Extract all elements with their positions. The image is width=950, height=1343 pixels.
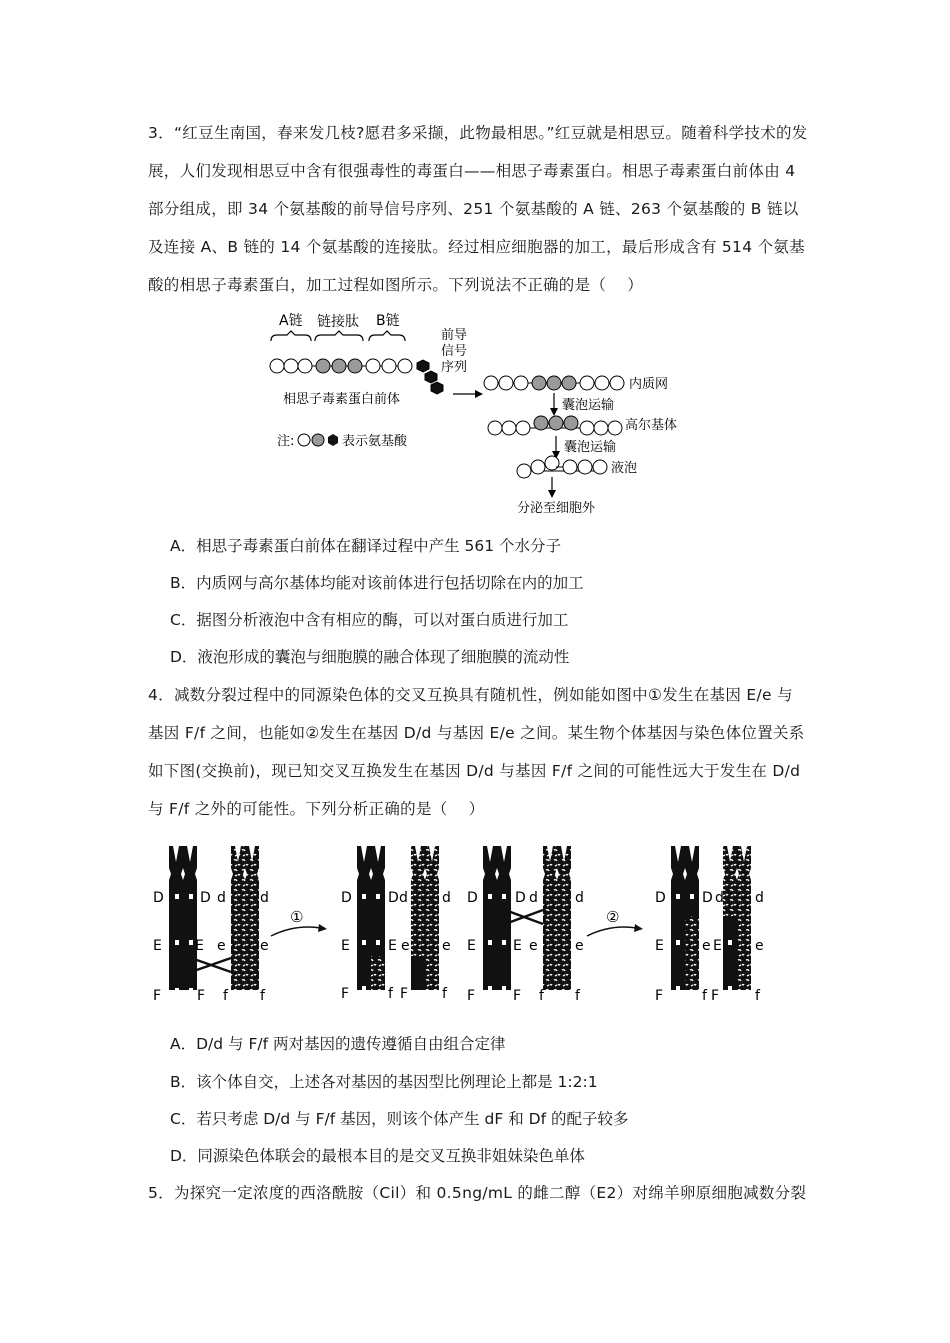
er-chain <box>484 376 624 390</box>
gene-f-3: f <box>388 986 393 1002</box>
crossover-figure <box>145 838 785 1018</box>
arrow-step-2 <box>587 927 637 936</box>
gene-F-4: F <box>400 986 409 1002</box>
precursor-label: 相思子毒素蛋白前体 <box>283 392 401 407</box>
arrow-step-1 <box>271 927 321 936</box>
golgi-label: 高尔基体 <box>625 418 678 433</box>
gene-E-1: E <box>153 938 162 954</box>
q3-option-b[interactable]: B．内质网与高尔基体均能对该前体进行包括切除在内的加工 <box>170 574 584 592</box>
note-prefix: 注: <box>277 434 295 449</box>
gene-F-6: F <box>513 988 522 1004</box>
signal-label-3: 序列 <box>441 360 468 375</box>
pair-1-before <box>169 846 259 993</box>
arrow-to-golgi <box>550 408 558 416</box>
gene-F-5: F <box>467 988 476 1004</box>
gene-D-7: D <box>655 890 666 906</box>
q4-option-a[interactable]: A．D/d 与 F/f 两对基因的遗传遵循自由组合定律 <box>170 1035 506 1053</box>
gene-e-5: e <box>529 938 538 954</box>
gene-E-5: E <box>467 938 476 954</box>
gene-e-1: e <box>217 938 226 954</box>
vesicle-label-2: 囊泡运输 <box>564 440 617 455</box>
vacuole-chain <box>517 456 607 478</box>
gene-d-2: d <box>260 890 269 906</box>
gene-E-6: E <box>513 938 522 954</box>
protein-processing-figure <box>265 305 705 520</box>
a-chain-label: A链 <box>279 313 303 329</box>
gene-d-6: d <box>575 890 584 906</box>
step-2-label: ② <box>606 908 620 926</box>
gene-D-5: D <box>467 890 478 906</box>
legend-white-circle <box>298 434 310 446</box>
arrow-to-secretion <box>548 490 556 498</box>
gene-E-3: E <box>341 938 350 954</box>
gene-d-4: d <box>442 890 451 906</box>
b-chain-brace <box>369 331 405 341</box>
question-4-text: 4．减数分裂过程中的同源染色体的交叉互换具有随机性，例如能如图中①发生在基因 E/e 与基因 F/f 之间，也能如②发生在基因 D/d 与基因 E/e 之间。某生物个体基因与染色体位置关系如下图(交换前)，现已知交叉互换发生在基因 D/d 与基因 F/f 之间的可能性远大于发生在 D/d 与 F/f 之外的可能性。下列分析正确的是（ ） <box>148 686 805 818</box>
linker-label: 链接肽 <box>317 314 359 330</box>
pair-1-after <box>357 846 439 991</box>
vacuole-label: 液泡 <box>611 461 638 476</box>
legend-gray-circle <box>312 434 324 446</box>
gene-d-1: d <box>217 890 226 906</box>
gene-D-2: D <box>200 890 211 906</box>
gene-D-6: D <box>515 890 526 906</box>
gene-E-4: E <box>388 938 397 954</box>
pair-2-before <box>483 846 571 991</box>
question-5-text: 5．为探究一定浓度的西洛酰胺（Cil）和 0.5ng/mL 的雌二醇（E2）对绵羊卵原细胞减数分裂 <box>148 1184 807 1202</box>
signal-label-2: 信号 <box>441 344 468 359</box>
er-label: 内质网 <box>629 377 669 392</box>
gene-f-2: f <box>260 988 265 1004</box>
pair-2-after <box>671 846 751 991</box>
gene-e-3: e <box>401 938 410 954</box>
gene-e-7: e <box>702 938 711 954</box>
gene-f-1: f <box>223 988 228 1004</box>
gene-f-4: f <box>442 986 447 1002</box>
gene-E-8: E <box>713 938 722 954</box>
gene-f-8: f <box>755 988 760 1004</box>
precursor-chain <box>270 359 443 394</box>
gene-e-2: e <box>260 938 269 954</box>
gene-F-3: F <box>341 986 350 1002</box>
gene-e-8: e <box>755 938 764 954</box>
signal-label-1: 前导 <box>441 328 468 343</box>
gene-D-4: D <box>388 890 399 906</box>
q4-option-b[interactable]: B．该个体自交，上述各对基因的基因型比例理论上都是 1:2:1 <box>170 1073 598 1091</box>
b-chain-label: B链 <box>376 313 400 329</box>
gene-E-7: E <box>655 938 664 954</box>
gene-f-7: f <box>702 988 707 1004</box>
a-chain-brace <box>271 331 311 341</box>
gene-D-1: D <box>153 890 164 906</box>
q3-option-d[interactable]: D．液泡形成的囊泡与细胞膜的融合体现了细胞膜的流动性 <box>170 648 570 666</box>
gene-F-8: F <box>711 988 720 1004</box>
gene-D-8: D <box>702 890 713 906</box>
gene-d-8: d <box>755 890 764 906</box>
note-suffix: 表示氨基酸 <box>342 434 408 449</box>
step-1-label: ① <box>290 908 304 926</box>
gene-e-4: e <box>442 938 451 954</box>
q3-option-c[interactable]: C．据图分析液泡中含有相应的酶，可以对蛋白质进行加工 <box>170 611 569 629</box>
q4-option-c[interactable]: C．若只考虑 D/d 与 F/f 基因，则该个体产生 dF 和 Df 的配子较多 <box>170 1110 629 1128</box>
linker-brace <box>315 331 363 341</box>
gene-f-6: f <box>575 988 580 1004</box>
gene-d-3: d <box>399 890 408 906</box>
gene-F-2: F <box>197 988 206 1004</box>
gene-F-7: F <box>655 988 664 1004</box>
q4-option-d[interactable]: D．同源染色体联会的最根本目的是交叉互换非姐妹染色单体 <box>170 1147 585 1165</box>
gene-d-5: d <box>529 890 538 906</box>
gene-d-7: d <box>715 890 724 906</box>
gene-e-6: e <box>575 938 584 954</box>
gene-F-1: F <box>153 988 162 1004</box>
legend-black-hexagon <box>328 434 338 446</box>
gene-D-3: D <box>341 890 352 906</box>
q3-option-a[interactable]: A．相思子毒素蛋白前体在翻译过程中产生 561 个水分子 <box>170 537 562 555</box>
vesicle-label-1: 囊泡运输 <box>562 398 615 413</box>
arrow-to-er <box>475 390 483 398</box>
gene-E-2: E <box>195 938 204 954</box>
question-3-text: 3．“红豆生南国，春来发几枝?愿君多采撷，此物最相思。”红豆就是相思豆。随着科学技术的发展，人们发现相思豆中含有很强毒性的毒蛋白——相思子毒素蛋白。相思子毒素蛋白前体由 4 部分组成，即 34 个氨基酸的前导信号序列、251 个氨基酸的 A 链、263 个氨基酸的 B 链以及连接 A、B 链的 14 个氨基酸的连接肽。经过相应细胞器的加工，最后形成含有 514 个氨基酸的相思子毒素蛋白，加工过程如图所示。下列说法不正确的是（ ） <box>148 124 808 294</box>
secretion-label: 分泌至细胞外 <box>517 501 596 516</box>
gene-f-5: f <box>539 988 544 1004</box>
golgi-chain <box>488 416 622 435</box>
